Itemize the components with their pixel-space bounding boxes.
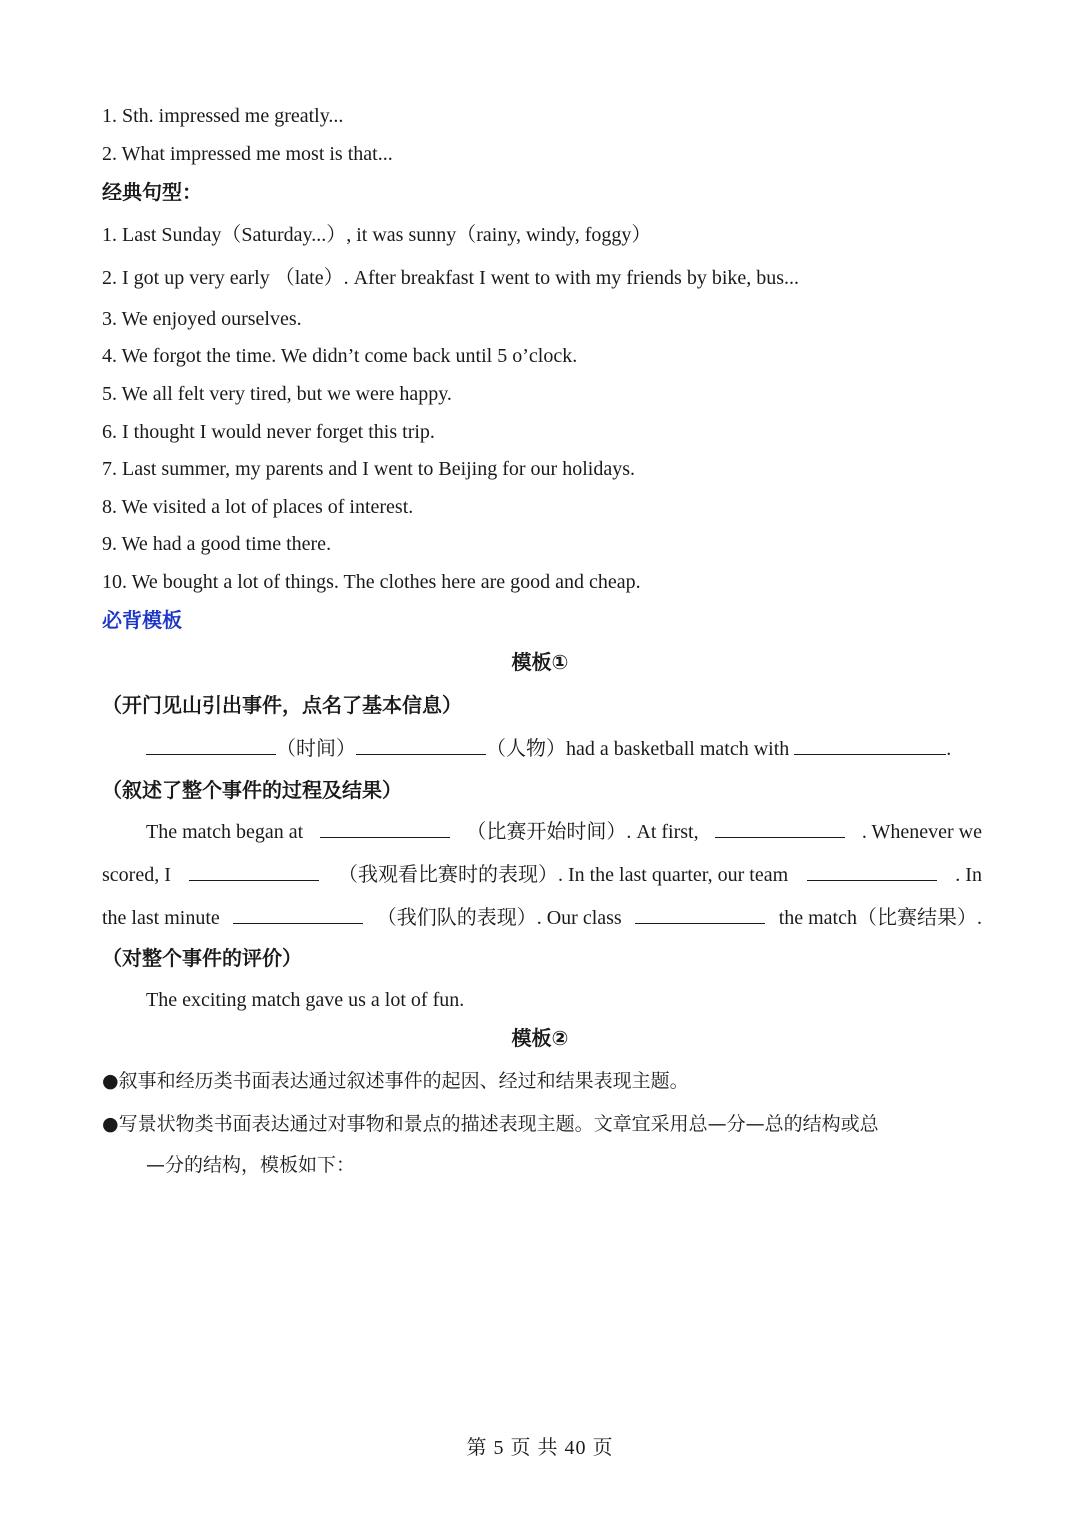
template1-part1-heading: （开门见山引出事件，点名了基本信息） xyxy=(102,693,462,717)
blank-opponent[interactable] xyxy=(794,736,946,755)
line3-c: . In xyxy=(955,864,982,886)
person-label: （人物） xyxy=(486,736,566,760)
must-recite-heading: 必背模板 xyxy=(102,608,182,632)
line1-end: . xyxy=(946,738,952,760)
blank-time[interactable] xyxy=(146,736,276,755)
template1-line2 xyxy=(146,818,982,846)
blank-at-first[interactable] xyxy=(715,819,845,838)
line4-c: the match（比赛结果）. xyxy=(778,907,982,929)
classic-item-1: 1. Last Sunday（Saturday...）, it was sunny（rainy, windy, foggy） xyxy=(102,224,652,246)
classic-item-7: 7. Last summer, my parents and I went to Beijing for our holidays. xyxy=(102,458,635,480)
blank-last-quarter[interactable] xyxy=(807,862,937,881)
template1-line4 xyxy=(102,904,982,932)
template1-closing: The exciting match gave us a lot of fun. xyxy=(146,989,465,1011)
classic-item-3: 3. We enjoyed ourselves. xyxy=(102,308,302,330)
classic-item-8: 8. We visited a lot of places of interest. xyxy=(102,496,414,518)
template2-bullet-2-line1: ●写景状物类书面表达通过对事物和景点的描述表现主题。文章宜采用总—分—总的结构或总 xyxy=(102,1113,879,1135)
classic-item-9: 9. We had a good time there. xyxy=(102,533,332,555)
time-label: （时间） xyxy=(276,736,356,760)
classic-item-10: 10. We bought a lot of things. The clothes here are good and cheap. xyxy=(102,571,641,593)
line2-c: . Whenever we xyxy=(861,821,982,843)
template1-part3-heading: （对整个事件的评价） xyxy=(102,946,302,970)
classic-heading: 经典句型： xyxy=(102,180,202,204)
line2-a: The match began at xyxy=(146,821,304,843)
page-footer: 第 5 页 共 40 页 xyxy=(466,1437,614,1459)
match-text: had a basketball match with xyxy=(566,738,790,760)
line4-a: the last minute xyxy=(102,907,220,929)
blank-person[interactable] xyxy=(356,736,486,755)
template1-line1 xyxy=(146,734,980,763)
blank-result[interactable] xyxy=(635,905,765,924)
intro-item-2: 2. What impressed me most is that... xyxy=(102,143,393,165)
line3-a: scored, I xyxy=(102,864,171,886)
template1-title: 模板① xyxy=(511,650,569,674)
template1-line3 xyxy=(102,861,982,889)
template2-title: 模板② xyxy=(511,1026,569,1050)
blank-last-minute[interactable] xyxy=(233,905,363,924)
intro-item-1: 1. Sth. impressed me greatly... xyxy=(102,105,344,127)
classic-item-4: 4. We forgot the time. We didn’t come back until 5 o’clock. xyxy=(102,345,578,367)
classic-item-5: 5. We all felt very tired, but we were happy. xyxy=(102,383,452,405)
classic-item-2: 2. I got up very early （late）. After breakfast I went to with my friends by bike, bus... xyxy=(102,267,800,289)
classic-item-6: 6. I thought I would never forget this trip. xyxy=(102,421,435,443)
line4-b: （我们队的表现）. Our class xyxy=(376,907,622,929)
template2-bullet-2-line2: —分的结构，模板如下： xyxy=(146,1154,356,1176)
line2-b: （比赛开始时间）. At first, xyxy=(466,821,699,843)
blank-start-time[interactable] xyxy=(320,819,450,838)
template1-part2-heading: （叙述了整个事件的过程及结果） xyxy=(102,778,402,802)
template2-bullet-1: ●叙事和经历类书面表达通过叙述事件的起因、经过和结果表现主题。 xyxy=(102,1070,689,1092)
blank-my-reaction[interactable] xyxy=(189,862,319,881)
line3-b: （我观看比赛时的表现）. In the last quarter, our team xyxy=(337,864,789,886)
